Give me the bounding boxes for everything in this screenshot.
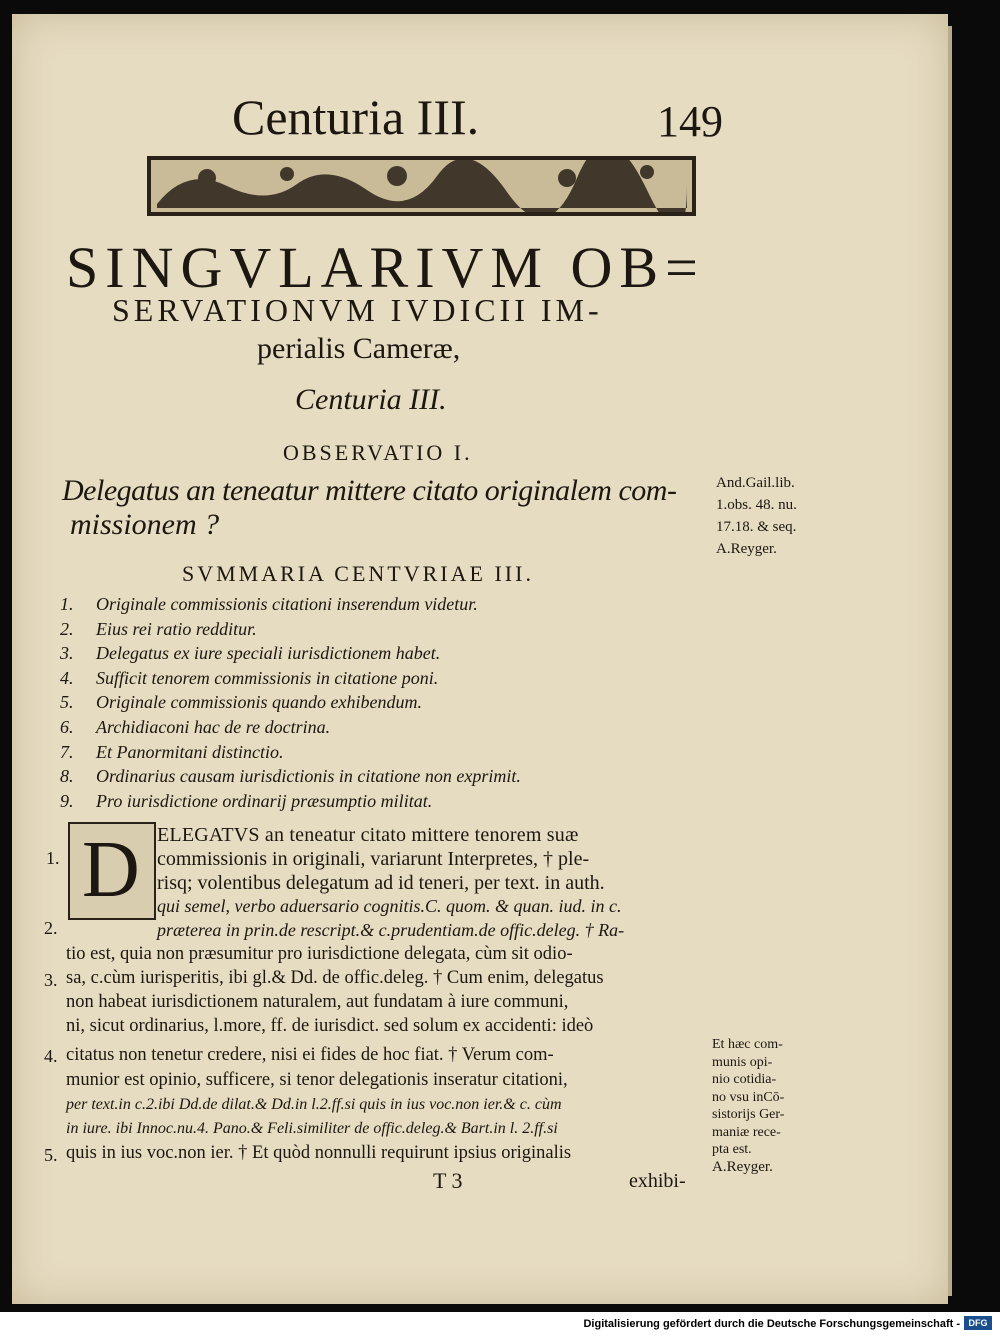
margin-number: 3. [44,970,58,990]
body-line: sa, c.cùm iurisperitis, ibi gl.& Dd. de offic.deleg. † Cum enim, delegatus [66,968,604,988]
credit-text: Digitalisierung gefördert durch die Deutsche Forschungsgemeinschaft - [583,1318,960,1330]
list-item: 6. Archidiaconi hac de re doctrina. [60,716,331,737]
body-line: non habeat iurisdictionem naturalem, aut fundatam à iure communi, [66,992,569,1012]
list-item: 9. Pro iurisdictione ordinarij præsumptio militat. [60,790,433,811]
list-item: 5. Originale commissionis quando exhibendum. [60,692,422,713]
body-line: risq; volentibus delegatum ad id teneri, per text. in auth. [157,872,605,894]
body-line: munior est opinio, sufficere, si tenor delegationis inseratur citationi, [66,1070,568,1090]
body-line: in iure. ibi Innoc.nu.4. Pano.& Feli.similiter de offic.deleg.& Bart.in l. 2.ff.si [66,1120,558,1137]
title-line-3: perialis Cameræ, [257,332,461,365]
list-item: 8. Ordinarius causam iurisdictionis in citatione non exprimit. [60,766,521,787]
list-item: 3. Delegatus ex iure speciali iurisdictionem habet. [60,643,441,664]
question-line-1: Delegatus an teneatur mittere citato originalem com- [62,474,677,507]
observatio-heading: OBSERVATIO I. [283,440,473,465]
body-line: tio est, quia non præsumitur pro iurisdictione delegata, cùm sit odio- [66,944,573,964]
centuria-heading: Centuria III. [295,383,447,416]
body-line: commissionis in originali, variarunt Interpretes, † ple- [157,848,590,870]
body-line: præterea in prin.de rescript.& c.prudentiam.de offic.deleg. † Ra- [157,920,625,940]
margin-number: 5. [44,1145,58,1165]
question-line-2: missionem ? [70,508,220,541]
list-item: 2. Eius rei ratio redditur. [60,618,257,639]
margin-number: 4. [44,1046,58,1066]
running-head: Centuria III. [232,89,480,145]
dfg-logo: DFG [964,1316,992,1330]
catchword: exhibi- [629,1170,686,1192]
body-line: ELEGATVS an teneatur citato mittere tenorem suæ [157,824,579,846]
page-edge [948,26,952,1296]
summaria-heading: SVMMARIA CENTVRIAE III. [182,561,534,586]
margin-note-2: Et hæc com- munis opi- nio cotidia- no vsu inCō- sistorijs Ger- maniæ rece- pta est. A.Reyger. [712,1037,785,1175]
title-line-1: SINGVLARIVM OB= [66,235,705,300]
drop-cap: D [68,822,156,920]
list-item: 7. Et Panormitani distinctio. [60,741,284,762]
body-line: qui semel, verbo aduersario cognitis.C. quom. & quan. iud. in c. [157,896,622,916]
body-line: per text.in c.2.ibi Dd.de dilat.& Dd.in l.2.ff.si quis in ius voc.non ier.& c. cùm [66,1096,562,1113]
margin-number: 2. [44,918,58,938]
signature-mark: T 3 [433,1168,463,1193]
body-line: ni, sicut ordinarius, l.more, ff. de iurisdict. sed solum ex accidenti: ideò [66,1016,594,1036]
body-line: citatus non tenetur credere, nisi ei fides de hoc fiat. † Verum com- [66,1045,554,1065]
list-item: 1. Originale commissionis citationi inserendum videtur. [60,594,478,614]
summaria-list [60,594,521,815]
page-number: 149 [657,97,723,146]
ornament-band [147,156,696,216]
title-line-2: SERVATIONVM IVDICII IM- [112,292,603,328]
margin-number: 1. [46,848,60,868]
body-line: quis in ius voc.non ier. † Et quòd nonnulli requirunt ipsius originalis [66,1143,572,1163]
margin-note-1: And.Gail.lib. 1.obs. 48. nu. 17.18. & seq. A.Reyger. [716,475,797,557]
list-item: 4. Sufficit tenorem commissionis in citatione poni. [60,667,439,688]
